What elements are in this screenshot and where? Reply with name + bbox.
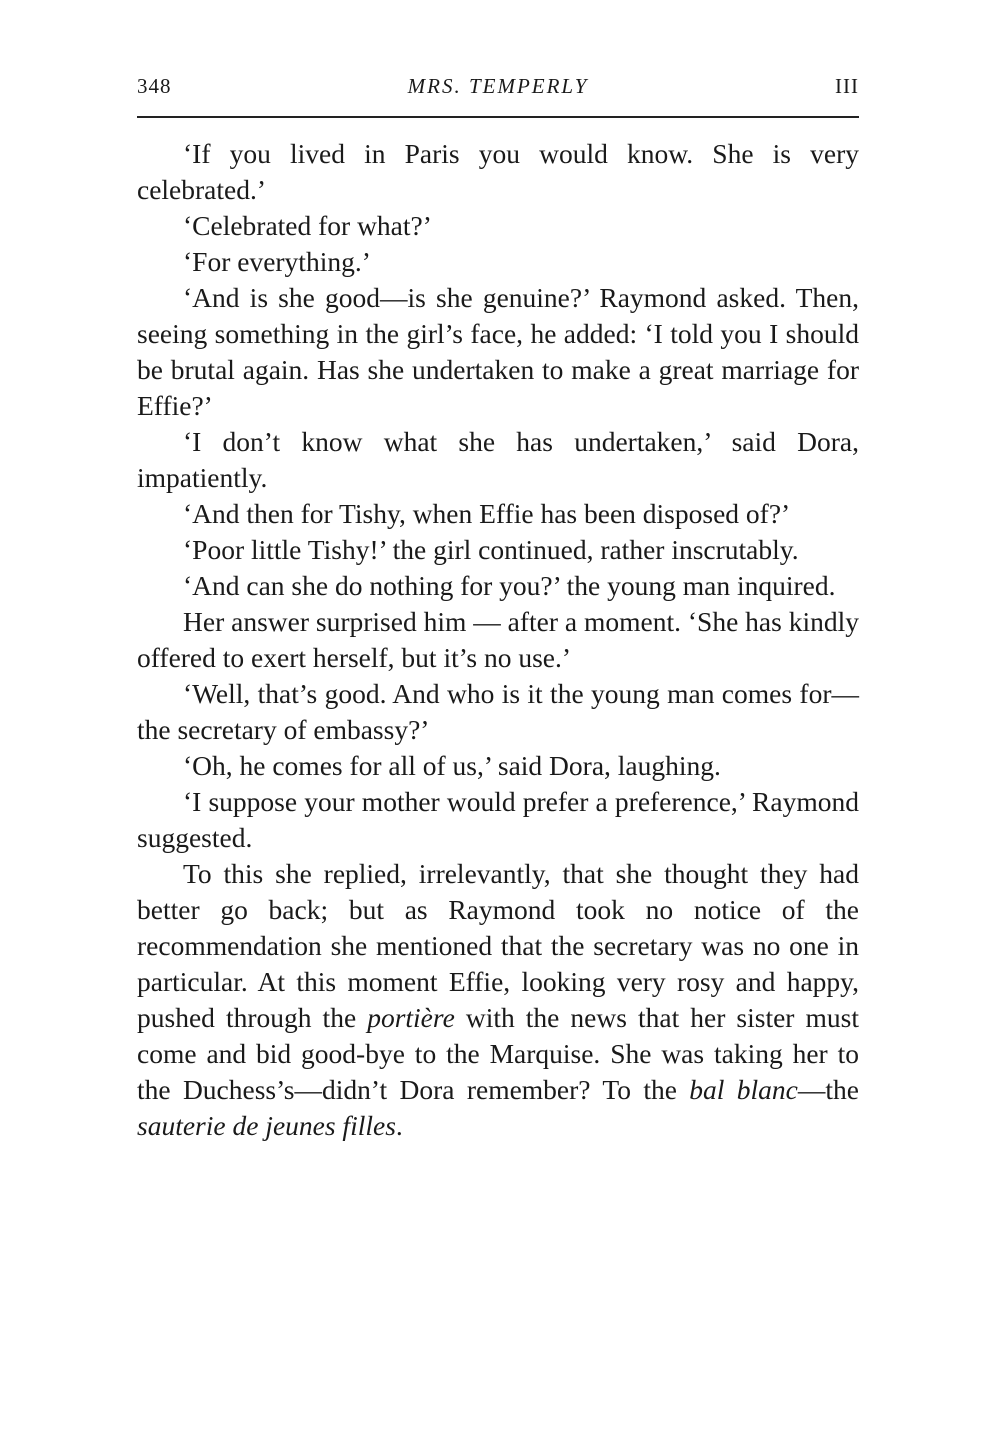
text-run: with the news that her sister must come and bid good-bye to the Marquise. She was taking her to the Duchess’s—didn’t Dora remember? To the	[137, 1002, 859, 1105]
paragraph: ‘For everything.’	[183, 246, 371, 277]
paragraph: ‘If you lived in Paris you would know. She is very celebrated.’	[137, 138, 859, 205]
running-title: MRS. TEMPERLY	[407, 74, 589, 98]
header-rule	[137, 116, 859, 118]
paragraph: Her answer surprised him — after a moment. ‘She has kindly offered to exert herself, but it’s no use.’	[137, 606, 859, 673]
paragraph: ‘I suppose your mother would prefer a preference,’ Raymond suggested.	[137, 786, 859, 853]
paragraph: ‘Oh, he comes for all of us,’ said Dora, laughing.	[183, 750, 721, 781]
italic-phrase: sauterie de jeunes filles	[137, 1110, 396, 1141]
paragraph: ‘Celebrated for what?’	[183, 210, 432, 241]
italic-phrase: bal blanc	[689, 1074, 798, 1105]
text-run: .	[395, 1110, 403, 1141]
italic-phrase: portière	[367, 1002, 455, 1033]
chapter-number: III	[835, 74, 859, 98]
paragraph: ‘And can she do nothing for you?’ the young man inquired.	[183, 570, 836, 601]
page-number: 348	[137, 74, 172, 98]
text-run: To this she replied, irrelevantly, that she thought they had better go back; but as Raymond took no notice of the recommendation she mentioned that the secretary was no one in particular. At this moment Effie, looking very rosy and happy, pushed through the	[137, 858, 859, 1033]
paragraph: ‘And then for Tishy, when Effie has been disposed of?’	[183, 498, 791, 529]
paragraph: ‘And is she good—is she genuine?’ Raymond asked. Then, seeing something in the girl’s face, he added: ‘I told you I should be brutal again. Has she undertaken to make a great marriage for Effie?’	[137, 282, 859, 421]
paragraph: ‘Poor little Tishy!’ the girl continued, rather inscrutably.	[183, 534, 799, 565]
text-run: —the	[797, 1074, 859, 1105]
body-text	[137, 136, 859, 1144]
paragraph: ‘I don’t know what she has undertaken,’ said Dora, impatiently.	[137, 426, 859, 493]
final-paragraph	[137, 856, 859, 1144]
running-header	[137, 74, 859, 108]
paragraph: ‘Well, that’s good. And who is it the young man comes for—the secretary of embassy?’	[137, 678, 859, 745]
